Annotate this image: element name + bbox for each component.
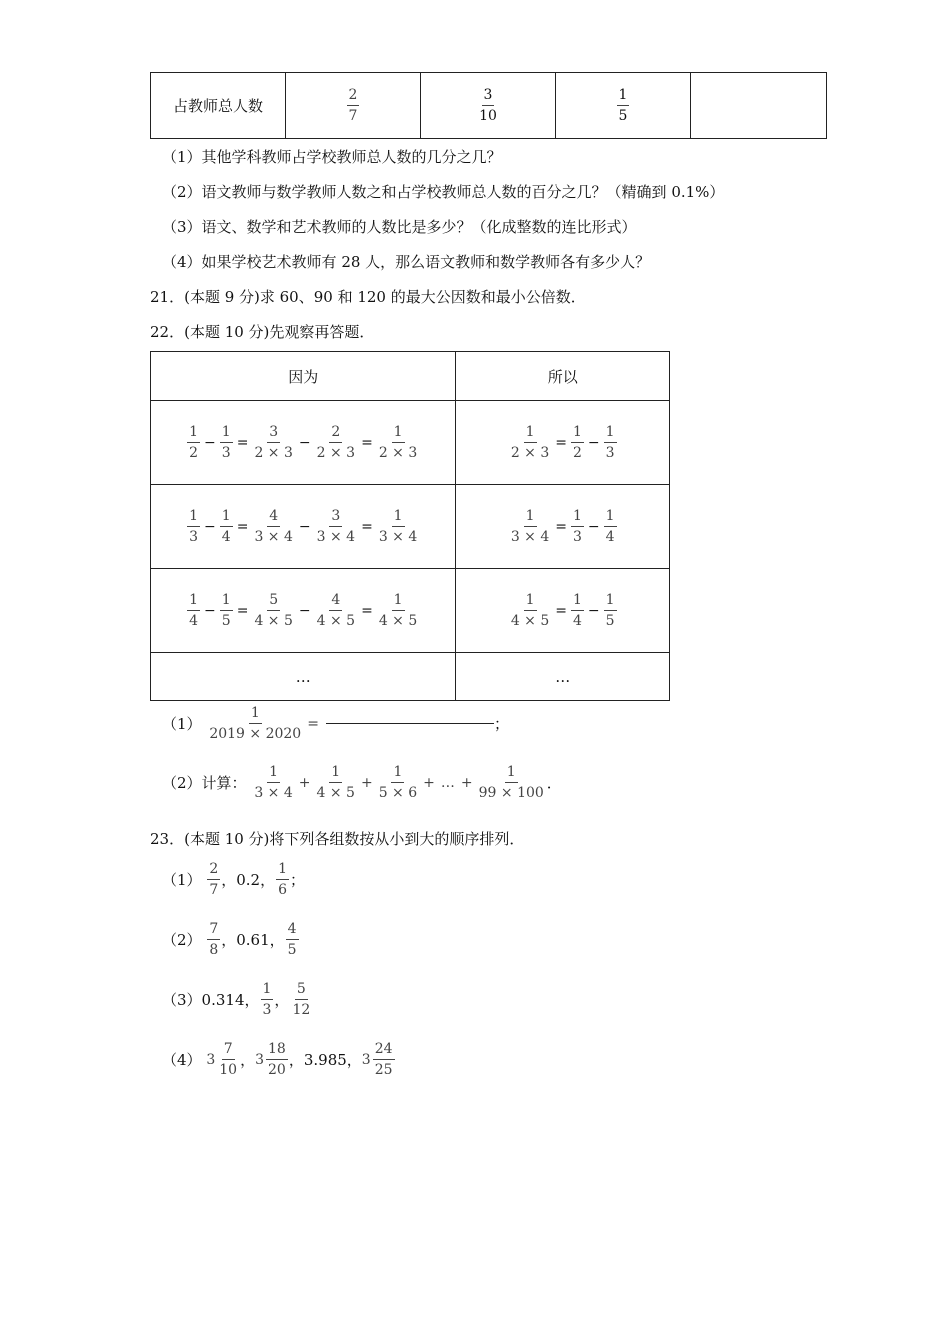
q22-sub2: （2）计算： $\frac{1}{3 \times 4}$ + $\frac{1}{4 \times 5}$ + $\frac{1}{5 \times 6}$ + … + $\frac{1}{99 \times 100}$ ． — [162, 764, 562, 801]
therefore-formula-3: $\frac{1}{4 \times 5}$ = $\frac{1}{4}$ − $\frac{1}{5}$ — [456, 569, 670, 653]
therefore-formula-1: $\frac{1}{2 \times 3}$ = $\frac{1}{2}$ − $\frac{1}{3}$ — [456, 401, 670, 485]
q23-text: 23．(本题 10 分)将下列各组数按从小到大的顺序排列． — [150, 830, 525, 848]
fraction: $\frac{2}{7}$ — [348, 87, 358, 124]
because-formula-3: $\frac{1}{4}$ − $\frac{1}{5}$ = $\frac{5}{4 \times 5}$ − $\frac{4}{4 \times 5}$ = $\frac{1}{4 \times 5}$ — [151, 569, 456, 653]
q20-item-3: （3）语文、数学和艺术教师的人数比是多少？（化成整数的连比形式） — [162, 218, 637, 236]
therefore-formula-2: $\frac{1}{3 \times 4}$ = $\frac{1}{3}$ − $\frac{1}{4}$ — [456, 485, 670, 569]
fraction: $\frac{3}{10}$ — [479, 87, 497, 124]
header-because: 因为 — [151, 352, 456, 401]
table-fraction-cell — [421, 73, 556, 139]
table-fraction-cell — [286, 73, 421, 139]
because-formula-1: $\frac{1}{2}$ − $\frac{1}{3}$ = $\frac{3}{2 \times 3}$ − $\frac{2}{2 \times 3}$ = $\frac{1}{2 \times 3}$ — [151, 401, 456, 485]
q20-item-2: （2）语文教师与数学教师人数之和占学校教师总人数的百分之几？（精确到 0.1%） — [162, 183, 725, 201]
ellipsis-cell: … — [456, 653, 670, 701]
answer-blank[interactable] — [326, 723, 494, 724]
teacher-ratio-table — [150, 72, 827, 139]
q20-item-4: （4）如果学校艺术教师有 28 人，那么语文教师和数学教师各有多少人？ — [162, 253, 651, 271]
because-formula-2: $\frac{1}{3}$ − $\frac{1}{4}$ = $\frac{4}{3 \times 4}$ − $\frac{3}{3 \times 4}$ = $\frac{1}{3 \times 4}$ — [151, 485, 456, 569]
observe-table — [150, 351, 670, 701]
q22-sub1: （1） $\frac{1}{2019 \times 2020}$ = ； — [162, 705, 509, 742]
q23-group-3: （3）0.314， $\frac{1}{3}$ ， $\frac{5}{12}$ — [162, 981, 311, 1018]
q21-text: 21．(本题 9 分)求 60、90 和 120 的最大公因数和最小公倍数． — [150, 288, 586, 306]
q23-group-2: （2） $\frac{7}{8}$ ，0.61， $\frac{4}{5}$ — [162, 921, 297, 958]
fraction: $\frac{1}{5}$ — [618, 87, 628, 124]
q22-text: 22．(本题 10 分)先观察再答题． — [150, 323, 375, 341]
ellipsis-cell: … — [151, 653, 456, 701]
q20-item-1: （1）其他学科教师占学校教师总人数的几分之几？ — [162, 148, 502, 166]
q23-group-1: （1） $\frac{2}{7}$ ，0.2， $\frac{1}{6}$ ； — [162, 861, 306, 898]
table-fraction-cell — [556, 73, 691, 139]
table-label-cell: 占教师总人数 — [151, 73, 286, 139]
table-empty-cell — [691, 73, 827, 139]
q23-group-4: （4） 3 $\frac{7}{10}$ ， 3 $\frac{18}{20}$ ，3.985， 3 $\frac{24}{25}$ — [162, 1041, 393, 1078]
header-therefore: 所以 — [456, 352, 670, 401]
